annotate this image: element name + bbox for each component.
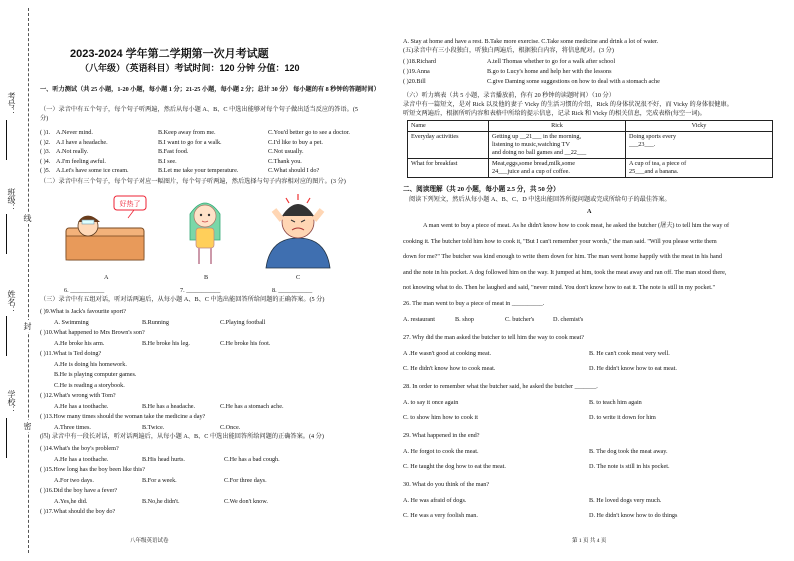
question-stem: 28. In order to remember what the butcher said, he asked the butcher _______. [403,383,598,390]
question-stem: ( )14.What's the boy's problem? [40,445,119,452]
passage-line: not knowing what to do. Then he laughed and said, "never mind. You don't know how to eat it. The note is still in my pocket." [403,284,716,291]
option[interactable]: C.For three days. [224,476,267,484]
option-b[interactable]: B.Fast food. [158,148,189,155]
option[interactable]: B. He can't cook meat very well. [589,350,670,357]
option-a[interactable]: A.I'm feeling awful. [56,157,106,165]
option[interactable]: C.He has a stomach ache. [220,402,284,410]
option[interactable]: B. to teach him again [589,399,642,406]
passage-line: and the note in his pocket. A dog followed him on the way. It jumped at him, took the meat away and ran off. The man stood there, [403,268,727,276]
cell-line: 25___and a banana. [629,168,679,175]
class-blank[interactable] [6,214,7,254]
table-cell-rick[interactable] [489,132,626,159]
option-a[interactable]: A.Never mind. [56,129,93,136]
question-number[interactable]: ( )5. [40,167,51,174]
fill-in-table [407,120,773,178]
question-stem: 29. What happened in the end? [403,432,480,439]
section2-instruction: （二）录音中有三个句子，每个句子对应一幅图片，每个句子听两遍，然后选择与句子内容相对应的图片。(3 分) [40,178,346,185]
option[interactable]: D. to write it down for him [589,414,656,421]
section4-instruction: (四) 录音中有一段长对话，听对话两遍后，从每小题 A、B、C 中选出能回答所给问题的正确答案。(4 分) [40,433,324,440]
option[interactable]: A.He broke his arm. [54,339,105,347]
option[interactable]: B.Twice. [142,423,165,431]
option[interactable]: C. to show him how to cook it [403,414,478,421]
passage-line: down for me?" The butcher was kind enough to write them down for him. The man went home happily with the meat in his hand [403,253,722,260]
name-label: 姓名： [7,290,16,314]
passage-letter: A [587,208,592,215]
match-name[interactable]: ( )20.Bill [403,78,426,85]
option[interactable]: B.Running [142,318,169,326]
exam-number-label: 考号： [7,92,16,116]
table-cell-vicky[interactable] [626,132,773,159]
question-number[interactable]: ( )4. [40,157,51,165]
question-stem: ( )11.What is Ted doing? [40,350,102,357]
school-label: 学校： [7,390,16,414]
option[interactable]: A.Three times. [54,423,91,431]
option[interactable]: D. He didn't know how to eat meat. [589,365,677,372]
match-option: C.give Daming some suggestions on how to deal with a stomach ache [487,78,660,85]
table-cell-rick[interactable] [489,159,626,178]
table-row-label: What for breakfast [408,159,489,178]
cell-line: A cup of tea, a piece of [629,160,687,167]
question-number[interactable]: ( )3. [40,148,51,155]
passage-line: A man went to buy a piece of meat. As he didn't know how to cook meat, he asked the butcher (屠夫) to tell him the way of [423,222,730,229]
option-a[interactable]: A.I have a headache. [56,138,108,146]
binding-margin [0,0,40,561]
match-name[interactable]: ( )18.Richard [403,58,436,65]
section6-intro: 录音中有一篇短文，是对 Rick 以及他的妻子 Vicky 的生活习惯的介绍，Rick 的身体状况很不好，而 Vicky 的身体很健康。 [403,101,733,108]
picture-c-headache [260,190,336,274]
cell-line: Getting up __21___ in the morning, [492,133,582,140]
section6-instruction: （六）听力填表（共 5 小题，录音播放前，你有 20 秒钟的读题时间）（10 分） [403,92,615,99]
footer-left: 八年级英语试卷 [130,538,169,544]
table-header-row [408,121,773,132]
option[interactable]: B.He broke his leg. [142,339,190,347]
option[interactable]: C.He broke his foot. [220,339,271,347]
school-blank[interactable] [6,418,7,458]
seal-char-line: 线 [23,214,32,222]
option-c[interactable]: C.I'd like to buy a pet. [268,138,323,146]
option[interactable]: C.He is reading a storybook. [54,381,125,389]
picture-a-tag: 好热了 [119,200,141,208]
option[interactable]: C. butcher's [505,316,535,323]
option-c[interactable]: C.Thank you. [268,157,302,165]
question-stem: ( )13.How many times should the woman take the medicine a day? [40,413,206,420]
cell-line: listening to music,watching TV [492,141,570,148]
footer-page-number: 第 1 页 共 4 页 [572,538,607,544]
exam-title: 2023-2024 学年第二学期第一次月考试题 [70,48,269,60]
question-stem: ( )10.What happened to Mrs Brown's son? [40,329,145,336]
cell-line: Meat,eggs,some bread,milk,some [492,160,575,167]
option[interactable]: C.He has a bad cough. [224,455,280,463]
option[interactable]: B.For a week. [142,476,177,484]
section1-instruction-cont: 分) [40,115,49,122]
question-stem: 30. What do you think of the man? [403,481,490,488]
option-b[interactable]: B.I see. [158,157,177,165]
question-number[interactable]: ( )2. [40,138,51,146]
picture-a-label: A [104,274,109,281]
table-cell-vicky[interactable] [626,159,773,178]
option[interactable]: A .He wasn't good at cooking meat. [403,350,492,357]
option[interactable]: C.We don't know. [224,497,268,505]
option-b[interactable]: B.I want to go for a walk. [158,138,222,146]
reading-heading: 二、阅读理解（共 20 小题，每小题 2.5 分，共 50 分） [403,186,560,193]
match-option: B.go to Lucy's home and help her with the lessons [487,68,612,75]
listening-heading: 一、听力测试（共 25 小题，1-20 小题，每小题 1 分；21-25 小题，每小题 2 分；总计 30 分） 每小题的有 8 秒钟的答题时间） [40,86,380,93]
option[interactable]: A.He has a toothache. [54,402,109,410]
option-c[interactable]: C.What should I do? [268,167,320,174]
match-name[interactable]: ( )19.Anna [403,68,430,75]
option[interactable]: A.He is doing his homework. [54,360,127,368]
question-stem: 26. The man went to buy a piece of meat in __________. [403,300,545,307]
option[interactable]: A. He forgot to cook the meat. [403,448,479,455]
option-a[interactable]: A.Not really. [56,148,89,155]
table-row [408,132,773,159]
cell-line: 24___juice and a cup of coffee. [492,168,570,175]
picture-b-label: B [204,274,209,281]
question-number[interactable]: ( )1. [40,129,51,136]
option[interactable]: B. shop [455,316,474,323]
cell-line: and doing no ball games and __22___ [492,149,587,156]
exam-subtitle: （八年级）（英语科目）考试时间：120 分钟 分值：120 [80,63,300,73]
option-a[interactable]: A.Let's have some ice cream. [56,167,129,174]
table-row-label: Everyday activities [408,132,489,159]
option[interactable]: A.For two days. [54,476,94,484]
exam-number-blank[interactable] [6,120,7,160]
answer-blank-7[interactable]: 7. ___________ [180,287,221,294]
match-option: A.tell Thomas whether to go for a walk after school [487,58,616,65]
class-label: 班级： [7,188,16,212]
option-b[interactable]: B.Let me take your temperature. [158,167,239,174]
option[interactable]: A. Swimming [54,318,89,326]
table-header: Rick [489,121,626,132]
cut-line [28,8,29,553]
option[interactable]: B.No,he didn't. [142,497,180,505]
reading-instruction: 阅读下列短文，然后从每小题 A、B、C、D 中选出能回答所提问题或完成所给句子的最佳答案。 [409,196,671,203]
table-header: Vicky [626,121,773,132]
question-stem: ( )17.What should the boy do? [40,508,116,515]
option[interactable]: C.Playing football [220,318,266,326]
section3-instruction: （三）录音中有五组对话，听对话两遍后，从每小题 A、B、C 中选出能回答所给问题的正确答案。(5 分) [40,296,325,303]
question-stem: ( )12.What's wrong with Tom? [40,392,116,399]
question-stem: ( )9.What is Jack's favourite sport? [40,308,126,315]
question-stem: ( )15.How long has the boy been like this? [40,466,145,473]
option[interactable]: B. The dog took the meat away. [589,448,668,455]
name-blank[interactable] [6,316,7,356]
seal-char-seal: 封 [23,322,32,330]
option-c[interactable]: C.You'd better go to see a doctor. [268,129,350,136]
picture-c-label: C [296,274,301,281]
option-b[interactable]: B.Keep away from me. [158,129,216,136]
option[interactable]: A. He was afraid of dogs. [403,497,467,504]
question-stem: ( )16.Did the boy have a fever? [40,487,118,494]
question-stem: 27. Why did the man asked the butcher to tell him the way to cook meat? [403,334,584,341]
section6-intro-cont: 听短文两遍后，根据所听内容和表格中所给的提示信息，记录 Rick 和 Vicky 的相关信息，完成表格(每空一词)。 [403,110,706,117]
answer-blank-8[interactable]: 8. ___________ [272,287,313,294]
option[interactable]: A. to say it once again [403,399,459,406]
option[interactable]: C. He was a very foolish man. [403,512,478,519]
option[interactable]: B.He is playing computer games. [54,371,137,378]
option-c[interactable]: C.Not usually. [268,148,304,155]
option[interactable]: C. He taught the dog how to eat the meat. [403,463,506,470]
option[interactable]: C.Once. [220,423,241,431]
q17-options: A. Stay at home and have a rest. B.Take more exercise. C.Take some medicine and drink a lot of water. [403,38,659,45]
option[interactable]: A.Yes,he did. [54,497,88,505]
cell-line: Doing sports every [629,133,677,140]
option[interactable]: A. restaurant [403,316,435,323]
cell-line: ___23___. [629,141,656,148]
seal-char-secret: 密 [23,422,32,430]
picture-a-sick-in-bed [62,190,152,272]
picture-b-girl [180,192,230,274]
option[interactable]: B. He loved dogs very much. [589,497,662,504]
section1-instruction: （一）录音中有五个句子，每个句子听两遍，然后从每小题 A、B、C 中选出能够对每个句子做出适当反应的答语。(5 [40,106,358,113]
section5-instruction: (五)录音中有三小段独白，听独白两遍后，根据独白内容，将信息配对。(3 分) [403,47,614,54]
option[interactable]: D. The note is still in his pocket. [589,463,670,470]
table-row [408,159,773,178]
option[interactable]: A.He has a toothache. [54,455,109,463]
option[interactable]: B.He has a headache. [142,402,196,410]
option[interactable]: D. chemist's [553,316,584,323]
table-header: Name [408,121,489,132]
option[interactable]: C. He didn't know how to cook meat. [403,365,496,372]
option[interactable]: B.His head hurts. [142,455,185,463]
passage-line: cooking it. The butcher told him how to cook it, "But I can't remember your words," the man said. "Will you please write them [403,237,717,245]
option[interactable]: D. He didn't know how to do things [589,512,678,519]
answer-blank-6[interactable]: 6. ___________ [64,287,105,294]
